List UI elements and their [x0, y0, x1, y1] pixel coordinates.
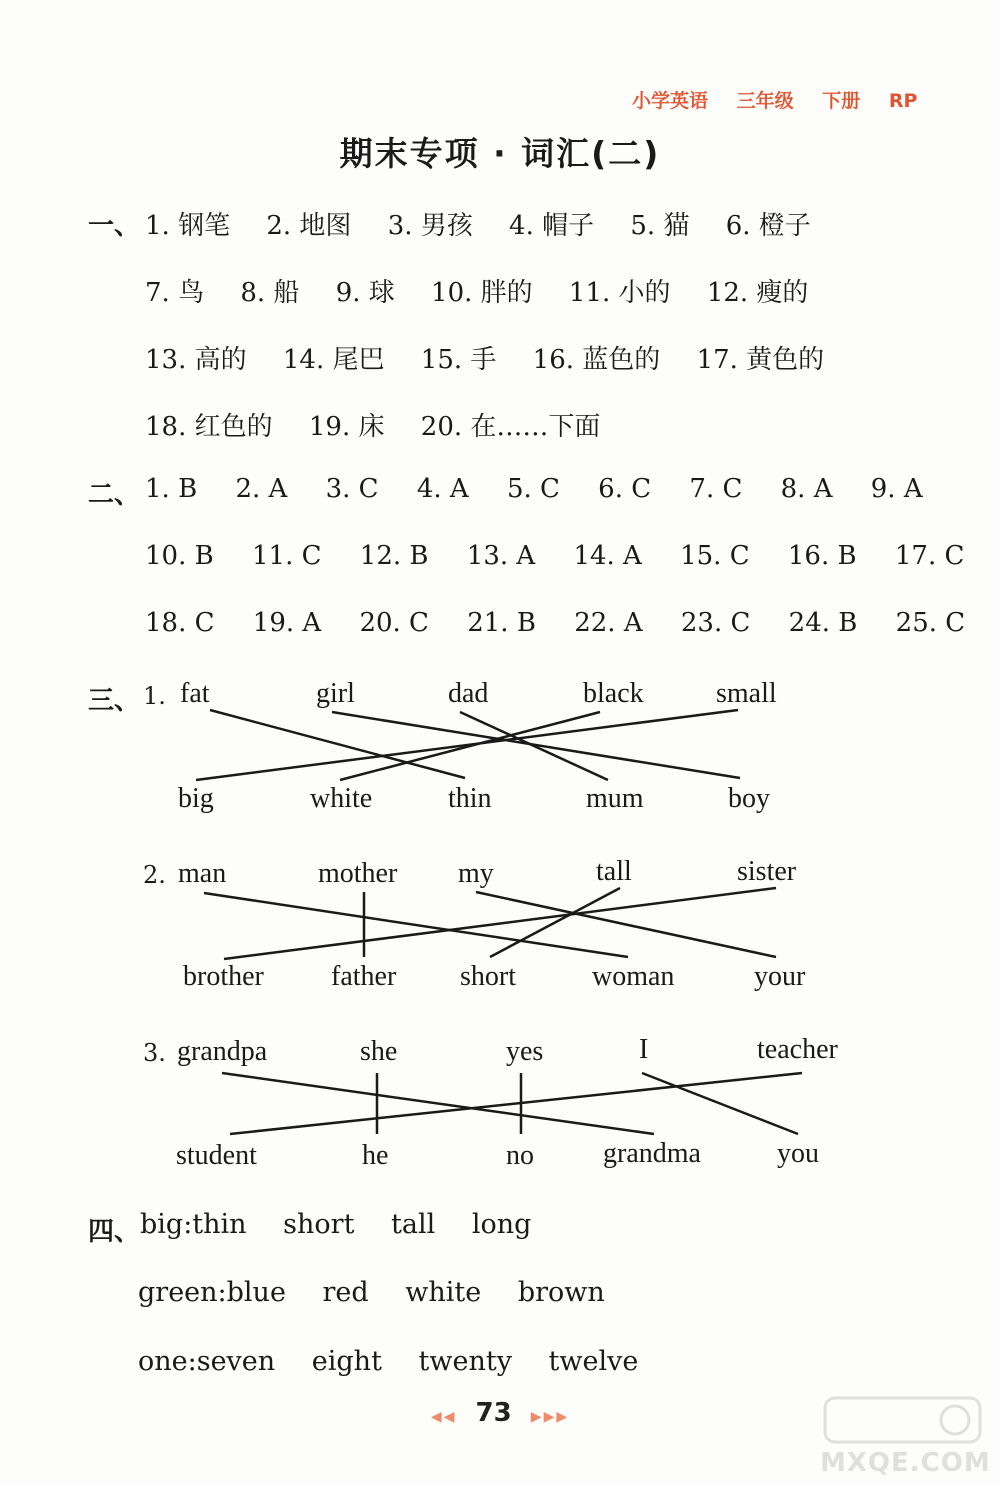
- answer-item: 15. C: [680, 541, 750, 571]
- top-word: tall: [596, 856, 632, 887]
- vocab-item: 14. 尾巴: [282, 345, 385, 375]
- bottom-word: big: [178, 783, 214, 814]
- analogy-word: tall: [391, 1209, 436, 1240]
- analogy-word: long: [471, 1209, 532, 1240]
- analogy-word: white: [405, 1277, 482, 1308]
- analogy-pair: one:seven: [138, 1346, 276, 1377]
- group-number: 2.: [143, 861, 166, 889]
- analogy-pair: big:thin: [140, 1209, 247, 1240]
- bottom-word: you: [777, 1138, 819, 1169]
- match-line: [224, 888, 776, 959]
- top-word: she: [360, 1036, 398, 1067]
- bottom-word: white: [310, 783, 373, 814]
- analogy-word: red: [322, 1277, 369, 1308]
- bottom-word: woman: [592, 961, 675, 992]
- vocab-item: 16. 蓝色的: [532, 345, 661, 375]
- header-grade: 三年级: [736, 90, 794, 112]
- answer-item: 16. B: [787, 541, 857, 571]
- watermark-logo-icon: [820, 1390, 990, 1450]
- analogy-pair: green:blue: [138, 1277, 286, 1308]
- answer-item: 20. C: [359, 608, 429, 638]
- analogy-row: [138, 1346, 666, 1377]
- vocab-item: 17. 黄色的: [696, 345, 825, 375]
- watermark-text: MXQE.COM: [820, 1448, 991, 1478]
- vocab-item: 10. 胖的: [431, 278, 533, 308]
- answer-item: 14. A: [573, 541, 642, 571]
- answer-item: 13. A: [466, 541, 536, 571]
- answer-item: 8. A: [780, 474, 833, 504]
- vocab-item: 1. 钢笔: [145, 211, 231, 241]
- bottom-word: brother: [183, 961, 264, 992]
- bottom-word: father: [331, 961, 397, 992]
- page-title: 期末专项 · 词汇(二): [339, 134, 661, 173]
- vocab-item: 9. 球: [335, 278, 395, 308]
- bottom-word: boy: [728, 783, 770, 814]
- answer-item: 25. C: [895, 608, 966, 638]
- top-word: grandpa: [177, 1036, 268, 1067]
- answer-item: 7. C: [689, 474, 743, 504]
- vocab-item: 11. 小的: [568, 278, 671, 308]
- answer-item: 4. A: [416, 474, 469, 504]
- analogy-word: twelve: [548, 1346, 639, 1377]
- vocab-item: 7. 鸟: [145, 278, 205, 308]
- top-word: dad: [448, 678, 489, 709]
- bottom-word: he: [362, 1140, 389, 1171]
- vocab-item: 5. 猫: [630, 211, 690, 241]
- section-4-label: 四、: [88, 1217, 141, 1247]
- top-word: small: [716, 678, 777, 709]
- analogy-row: [138, 1277, 633, 1308]
- analogy-word: eight: [311, 1346, 382, 1377]
- match-line: [204, 893, 628, 957]
- answer-item: 3. C: [325, 474, 379, 504]
- bottom-word: no: [506, 1140, 534, 1171]
- match-line: [460, 712, 608, 780]
- group-number: 1.: [143, 682, 166, 710]
- watermark: [820, 1390, 990, 1480]
- answer-item: 18. C: [145, 608, 215, 638]
- vocab-item: 4. 帽子: [509, 211, 595, 241]
- vocab-item: 3. 男孩: [387, 211, 473, 241]
- vocab-item: 19. 床: [308, 412, 385, 442]
- top-word: sister: [737, 856, 797, 887]
- analogy-word: short: [283, 1209, 355, 1240]
- analogy-row: [140, 1209, 559, 1240]
- vocab-item: 8. 船: [240, 278, 300, 308]
- vocab-item: 13. 高的: [145, 345, 247, 375]
- match-line: [332, 712, 740, 778]
- top-word: man: [178, 858, 227, 889]
- match-line: [476, 892, 776, 957]
- vocab-item: 15. 手: [420, 345, 497, 375]
- answer-item: 2. A: [235, 474, 288, 504]
- answer-item: 11. C: [252, 541, 322, 571]
- top-word: teacher: [757, 1034, 838, 1065]
- answer-item: 12. B: [359, 541, 429, 571]
- header-subject: 小学英语: [632, 90, 709, 112]
- group-number: 3.: [143, 1039, 166, 1067]
- left-arrows-icon: ◀◀: [430, 1409, 457, 1425]
- top-word: I: [639, 1034, 649, 1065]
- header-edition: RP: [888, 90, 918, 112]
- top-word: yes: [506, 1036, 544, 1067]
- answer-item: 10. B: [145, 541, 214, 571]
- match-line: [230, 1073, 802, 1134]
- section-3-label: 三、: [88, 686, 141, 716]
- top-word: fat: [180, 678, 210, 709]
- right-arrows-icon: ▶▶▶: [530, 1409, 570, 1425]
- bottom-word: student: [176, 1140, 257, 1171]
- answer-item: 6. C: [598, 474, 652, 504]
- match-line: [196, 710, 738, 780]
- top-word: black: [583, 678, 644, 709]
- answer-item: 1. B: [145, 474, 198, 504]
- answer-item: 9. A: [870, 474, 923, 504]
- answer-item: 24. B: [788, 608, 858, 638]
- vocab-item: 6. 橙子: [725, 211, 811, 241]
- vocab-item: 2. 地图: [266, 211, 352, 241]
- answer-item: 21. B: [467, 608, 536, 638]
- answer-item: 23. C: [680, 608, 751, 638]
- answer-item: 22. A: [574, 608, 643, 638]
- answer-item: 19. A: [252, 608, 322, 638]
- bottom-word: your: [754, 961, 806, 992]
- answer-item: 17. C: [894, 541, 965, 571]
- match-line: [340, 712, 600, 780]
- top-word: my: [458, 858, 494, 889]
- vocab-item: 18. 红色的: [145, 412, 273, 442]
- section-1-label: 一、: [88, 211, 141, 241]
- header-volume: 下册: [822, 90, 861, 112]
- analogy-word: twenty: [418, 1346, 512, 1377]
- section-2-label: 二、: [88, 480, 141, 510]
- match-line: [210, 710, 465, 778]
- page-number: 73: [475, 1398, 512, 1428]
- analogy-word: brown: [517, 1277, 605, 1308]
- vocab-item: 20. 在……下面: [420, 412, 601, 442]
- top-word: girl: [316, 678, 355, 709]
- top-word: mother: [318, 858, 398, 889]
- vocab-item: 12. 瘦的: [706, 278, 809, 308]
- answer-item: 5. C: [506, 474, 560, 504]
- bottom-word: mum: [586, 783, 644, 814]
- bottom-word: short: [460, 961, 516, 992]
- match-line: [222, 1073, 654, 1134]
- bottom-word: grandma: [603, 1138, 701, 1169]
- bottom-word: thin: [448, 783, 492, 814]
